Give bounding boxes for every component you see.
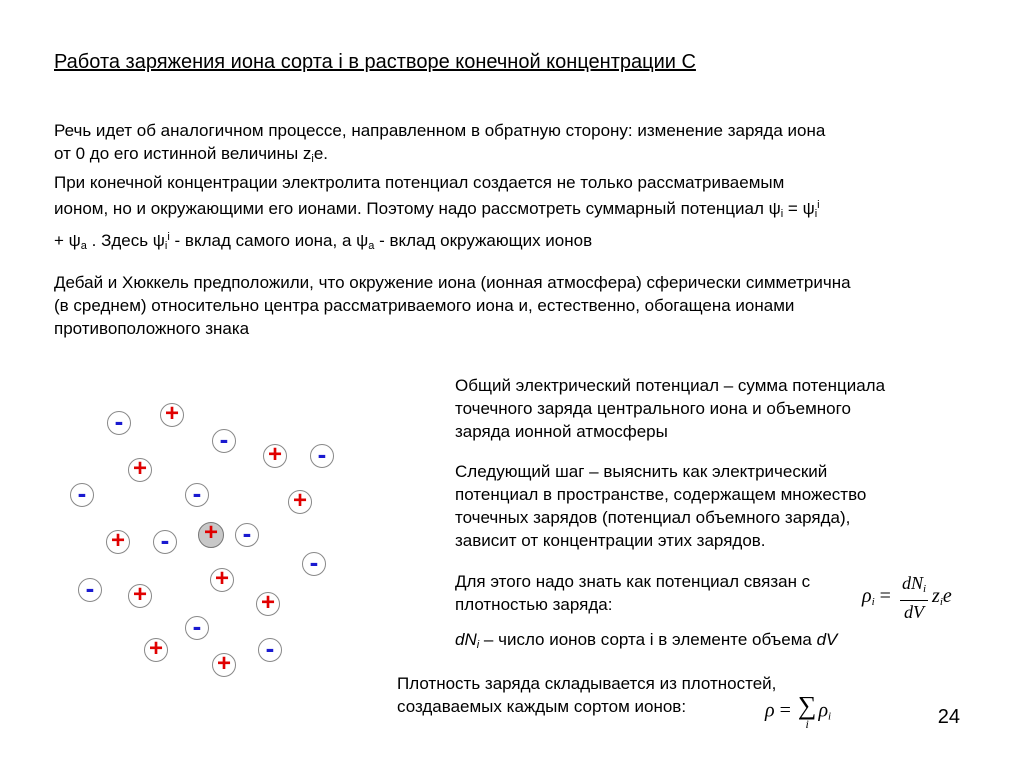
positive-ion: + [210,568,234,592]
formula-density-i: $\rho_i$ = $\frac{dN_i}{dV}$ $z_ie$ [862,573,952,622]
text-line: Следующий шаг – выяснить как электрический [455,462,828,481]
page-number: 24 [937,706,960,728]
text-line: противоположного знака [54,319,250,338]
slide-title: Работа заряжения иона сорта i в растворе конечной концентрации С [54,51,696,73]
negative-ion: - [78,578,102,602]
text-line: (в среднем) относительно центра рассматриваемого иона и, естественно, обогащена ионами [54,296,795,315]
text-line: потенциал в пространстве, содержащем множество [455,485,867,504]
positive-ion: + [288,490,312,514]
paragraph-dni-definition [455,628,975,657]
paragraph-charge-density [455,570,875,616]
text-line: + $\psi_a$ . Здесь $\psi_i^i$ - вклад самого иона, а $\psi_a$ - вклад окружающих ионов [54,231,593,252]
text-line: точечных зарядов (потенциал объемного заряда), [455,508,851,527]
text-line: $dN_i$ – число ионов сорта i в элементе объема dV [455,630,838,651]
positive-ion: + [160,403,184,427]
text-line: заряда ионной атмосферы [455,422,668,441]
text-line: Речь идет об аналогичном процессе, направленном в обратную сторону: изменение заряда иона [54,121,826,140]
negative-ion: - [185,483,209,507]
positive-ion: + [263,444,287,468]
text-line: Общий электрический потенциал – сумма потенциала [455,376,886,395]
positive-ion: + [106,530,130,554]
text-line: Плотность заряда складывается из плотностей, [397,674,777,693]
text-line: Дебай и Хюккель предположили, что окружение иона (ионная атмосфера) сферически симметрична [54,273,851,292]
negative-ion: - [258,638,282,662]
positive-ion: + [212,653,236,677]
negative-ion: - [235,523,259,547]
central-ion: + [198,522,224,548]
negative-ion: - [70,483,94,507]
positive-ion: + [128,584,152,608]
paragraph-next-step [455,460,975,552]
negative-ion: - [153,530,177,554]
text-line: от 0 до его истинной величины $z_ie$. [54,144,329,165]
text-line: точечного заряда центрального иона и объемного [455,399,851,418]
paragraph-total-potential [455,374,975,443]
positive-ion: + [144,638,168,662]
paragraph-charging-work [54,119,984,258]
formula-total-density: ρ = ∑ i $\rho_i$ [765,691,832,731]
negative-ion: - [107,411,131,435]
negative-ion: - [185,616,209,640]
text-line: ионом, но и окружающими его ионами. Поэтому надо рассмотреть суммарный потенциал $\psi_i = \psi_i^i$ [54,199,820,220]
text-line: Для этого надо знать как потенциал связан с [455,572,811,591]
positive-ion: + [256,592,280,616]
text-line: зависит от концентрации этих зарядов. [455,531,766,550]
text-line: При конечной концентрации электролита потенциал создается не только рассматриваемым [54,173,785,192]
negative-ion: - [310,444,334,468]
text-line: создаваемых каждым сортом ионов: [397,697,687,716]
negative-ion: - [302,552,326,576]
paragraph-debye-huckel [54,271,994,340]
negative-ion: - [212,429,236,453]
text-line: плотностью заряда: [455,595,613,614]
positive-ion: + [128,458,152,482]
